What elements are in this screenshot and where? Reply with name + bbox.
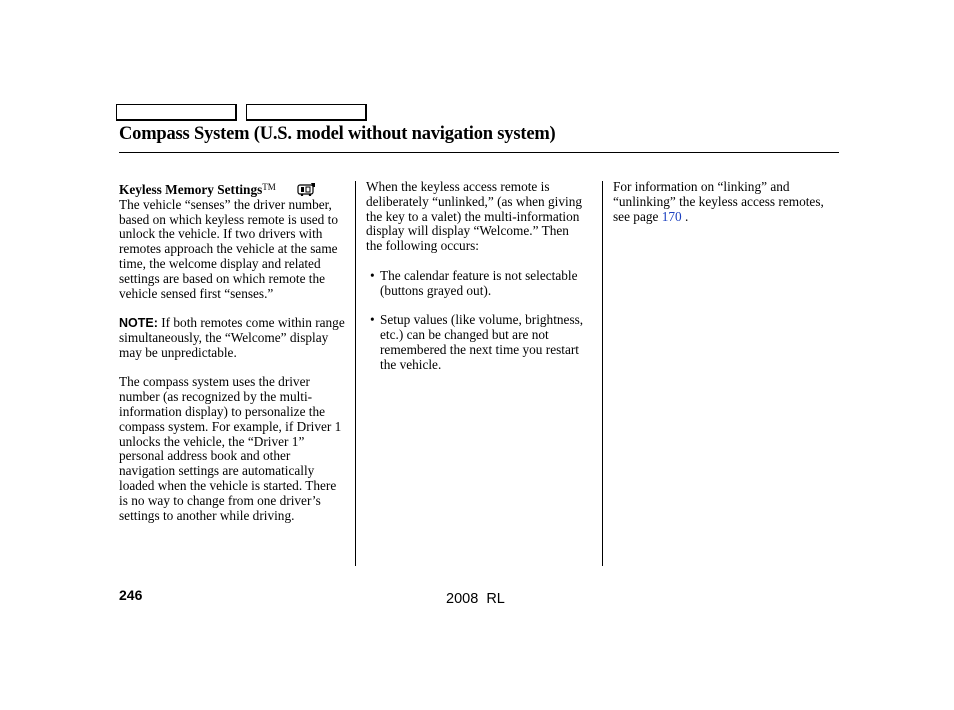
trademark-mark: TM: [262, 182, 276, 192]
list-item: [366, 313, 588, 372]
column-3: [613, 180, 828, 239]
note-text: If both remotes come within range simultaneously, the “Welcome” display may be unpredictable.: [119, 315, 345, 360]
title-divider: [119, 152, 839, 153]
column-2: [366, 180, 588, 387]
list-item-text: The calendar feature is not selectable (buttons grayed out).: [380, 267, 578, 298]
linking-text-end: .: [681, 208, 689, 224]
note-label: NOTE:: [119, 316, 158, 331]
column-divider-2: [602, 181, 603, 566]
page-title: Compass System (U.S. model without navigation system): [119, 124, 556, 144]
linking-text: For information on “linking” and “unlinking” the keyless access remotes, see page: [613, 179, 824, 224]
column-divider-1: [355, 181, 356, 566]
section-heading-row: [119, 180, 347, 198]
unlinked-paragraph: When the keyless access remote is deliberately “unlinked,” (as when giving the key to a valet) the multi-information display will display “Welcome.” Then the following occurs:: [366, 179, 583, 254]
note-paragraph: [119, 316, 347, 360]
section-heading: Keyless Memory Settings: [119, 182, 263, 197]
bullet-icon: •: [370, 267, 375, 283]
linking-paragraph: [613, 180, 828, 224]
page-number: 246: [119, 587, 143, 603]
page-link[interactable]: 170: [661, 208, 682, 224]
list-item-text: Setup values (like volume, brightness, etc.) can be changed but are not remembered the next time you restart the vehicle.: [380, 312, 584, 372]
footer-model: 2008 RL: [446, 591, 505, 607]
nav-button-2[interactable]: [246, 104, 367, 121]
keyless-memory-paragraph: The vehicle “senses” the driver number, based on which keyless remote is used to unlock the vehicle. If two drivers with remotes approach the vehicle at the same time, the welcome display and related settings are based on which remote the vehicle sensed first “senses.”: [119, 196, 338, 301]
vehicle-equipment-icon: [297, 182, 317, 196]
column-1: [119, 180, 347, 538]
compass-driver-paragraph: The compass system uses the driver number (as recognized by the multi-information display) to personalize the compass system. For example, if Driver 1 unlocks the vehicle, the “Driver 1” personal address book and other navigation settings are automatically loaded when the vehicle is started. There is no way to change from one driver’s settings to another while driving.: [119, 374, 342, 523]
list-item: [366, 269, 588, 299]
bullet-icon: •: [370, 312, 375, 328]
nav-button-1[interactable]: [116, 104, 237, 121]
unlinked-effects-list: [366, 269, 588, 373]
